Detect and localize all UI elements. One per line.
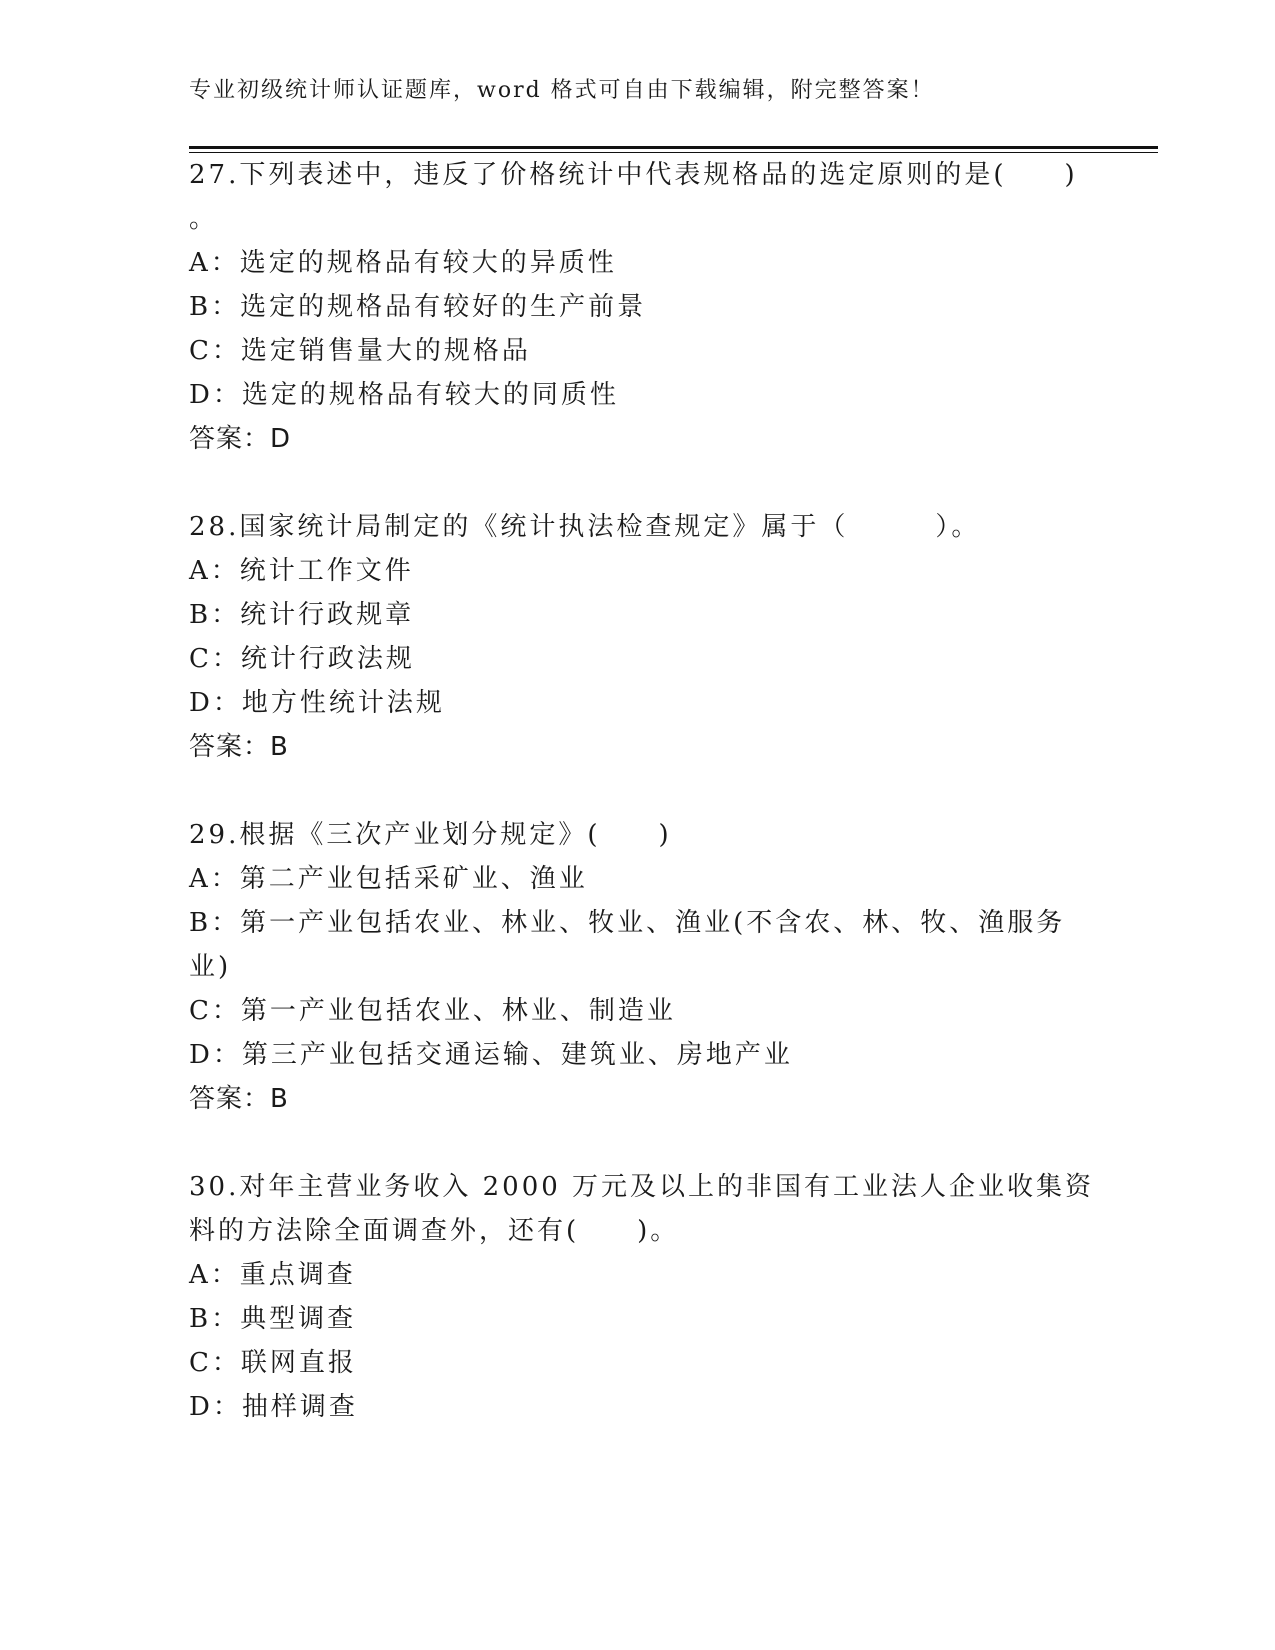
page-header: 专业初级统计师认证题库，word 格式可自由下载编辑，附完整答案！ xyxy=(189,78,935,103)
question-27-stem-cont: 。 xyxy=(189,204,219,234)
question-30-option-a: A：重点调查 xyxy=(189,1260,356,1290)
question-29-answer: 答案：B xyxy=(189,1084,289,1114)
question-30-option-d: D：抽样调查 xyxy=(189,1392,358,1422)
question-30-stem: 30.对年主营业务收入 2000 万元及以上的非国有工业法人企业收集资 xyxy=(189,1172,1095,1202)
question-29-stem: 29.根据《三次产业划分规定》( ) xyxy=(189,820,672,850)
question-29-option-c: C：第一产业包括农业、林业、制造业 xyxy=(189,996,676,1026)
question-27-stem: 27.下列表述中，违反了价格统计中代表规格品的选定原则的是( ) xyxy=(189,160,1078,190)
question-28-option-a: A：统计工作文件 xyxy=(189,556,414,586)
header-rule-thin xyxy=(189,152,1158,153)
question-28-answer: 答案：B xyxy=(189,732,289,762)
question-28-stem: 28.国家统计局制定的《统计执法检查规定》属于（ ）。 xyxy=(189,512,981,542)
header-rule-thick xyxy=(189,146,1158,149)
question-27-option-b: B：选定的规格品有较好的生产前景 xyxy=(189,292,647,322)
question-29-option-d: D：第三产业包括交通运输、建筑业、房地产业 xyxy=(189,1040,793,1070)
question-30-option-c: C：联网直报 xyxy=(189,1348,357,1378)
question-28-option-d: D：地方性统计法规 xyxy=(189,688,445,718)
question-27-answer: 答案：D xyxy=(189,424,292,454)
question-27-option-c: C：选定销售量大的规格品 xyxy=(189,336,531,366)
question-29-option-b: B：第一产业包括农业、林业、牧业、渔业(不含农、林、牧、渔服务 xyxy=(189,908,1066,938)
question-28-option-b: B：统计行政规章 xyxy=(189,600,415,630)
question-30-option-b: B：典型调查 xyxy=(189,1304,357,1334)
question-27-option-a: A：选定的规格品有较大的异质性 xyxy=(189,248,617,278)
question-28-option-c: C：统计行政法规 xyxy=(189,644,415,674)
question-29-option-a: A：第二产业包括采矿业、渔业 xyxy=(189,864,588,894)
question-29-option-b-cont: 业) xyxy=(189,952,232,982)
question-30-stem-cont: 料的方法除全面调查外，还有( )。 xyxy=(189,1216,680,1246)
question-27-option-d: D：选定的规格品有较大的同质性 xyxy=(189,380,619,410)
